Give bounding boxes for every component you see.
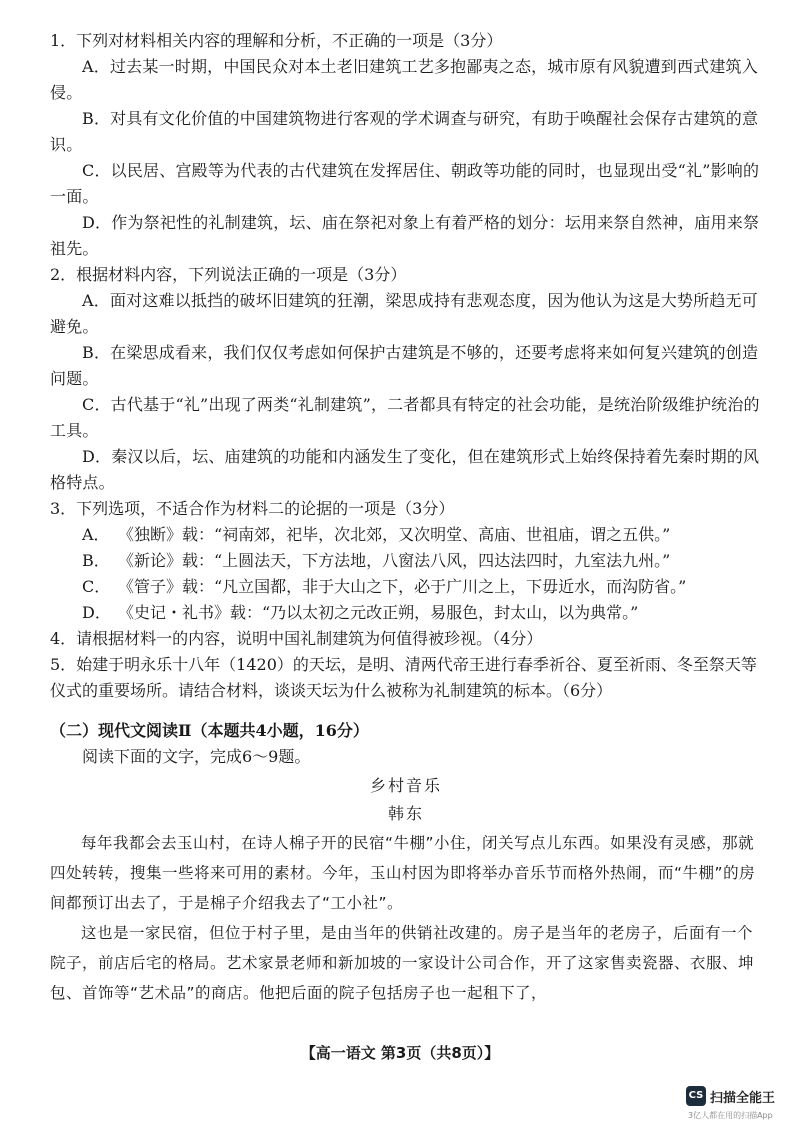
article-paragraph: 这也是一家民宿，但位于村子里，是由当年的供销社改建的。房子是当年的老房子，后面有一个院子，前店后宅的格局。艺术家景老师和新加坡的一家设计公司合作，开了这家售卖瓷器、衣服、坤包、首饰等“艺术品”的商店。他把后面的院子包括房子也一起租下了，	[50, 924, 755, 1002]
scanner-watermark	[686, 1086, 790, 1122]
question-2-option-a: A．面对这难以抵挡的破坏旧建筑的狂潮，梁思成持有悲观态度，因为他认为这是大势所趋无可避免。	[50, 291, 758, 336]
watermark-subtitle: 3亿人都在用的扫描App	[688, 1111, 773, 1120]
camscanner-logo-icon: CS	[686, 1086, 706, 1106]
question-1-stem: 1．下列对材料相关内容的理解和分析，不正确的一项是（3分）	[50, 31, 503, 50]
question-2-option-c: C．古代基于“礼”出现了两类“礼制建筑”，二者都具有特定的社会功能，是统治阶级维护统治的工具。	[50, 395, 760, 440]
question-1-option-c: C．以民居、宫殿等为代表的古代建筑在发挥居住、朝政等功能的同时，也显现出受“礼”影响的一面。	[50, 161, 760, 206]
page-footer: 【高一语文 第3页（共8页）】	[300, 1044, 500, 1062]
question-1-option-a: A．过去某一时期，中国民众对本土老旧建筑工艺多抱鄙夷之态，城市原有风貌遭到西式建筑入侵。	[50, 57, 758, 102]
question-3-option-c	[50, 574, 762, 600]
question-1-option-d: D．作为祭祀性的礼制建筑，坛、庙在祭祀对象上有着严格的划分：坛用来祭自然神，庙用来祭祖先。	[50, 213, 760, 258]
article-author: 韩东	[387, 804, 424, 823]
question-3-option-b	[50, 548, 762, 574]
option-text: 《独断》载：“祠南郊，祀毕，次北郊，又次明堂、高庙、世祖庙，谓之五供。”	[118, 525, 671, 544]
question-2-stem: 2．根据材料内容，下列说法正确的一项是（3分）	[50, 265, 407, 284]
question-3-option-d	[50, 600, 762, 626]
exam-page	[50, 28, 762, 1008]
option-label: C．	[82, 577, 111, 596]
option-label: A．	[82, 525, 110, 544]
section-heading: （二）现代文阅读Ⅱ（本题共4小题，16分）	[50, 721, 369, 740]
question-1-option-b: B．对具有文化价值的中国建筑物进行客观的学术调查与研究，有助于唤醒社会保存古建筑的意识。	[50, 109, 759, 154]
watermark-name: 扫描全能王	[710, 1091, 776, 1106]
option-text: 《史记・礼书》载：“乃以太初之元改正朔，易服色，封太山，以为典常。”	[118, 603, 639, 622]
question-4: 4．请根据材料一的内容，说明中国礼制建筑为何值得被珍视。（4分）	[50, 629, 543, 648]
option-text: 《新论》载：“上圆法天，下方法地，八窗法八风，四达法四时，九室法九州。”	[118, 551, 671, 570]
option-text: 《管子》载：“凡立国都，非于大山之下，必于广川之上，下毋近水，而沟防省。”	[118, 577, 687, 596]
section-intro: 阅读下面的文字，完成6～9题。	[82, 747, 311, 766]
question-2-option-d: D．秦汉以后，坛、庙建筑的功能和内涵发生了变化，但在建筑形式上始终保持着先秦时期的风格特点。	[50, 447, 760, 492]
article-title: 乡村音乐	[369, 776, 442, 795]
question-5: 5．始建于明永乐十八年（1420）的天坛，是明、清两代帝王进行春季祈谷、夏至祈雨、冬至祭天等仪式的重要场所。请结合材料，谈谈天坛为什么被称为礼制建筑的标本。（6分）	[50, 655, 757, 700]
question-3-stem: 3．下列选项，不适合作为材料二的论据的一项是（3分）	[50, 499, 455, 518]
option-label: D．	[82, 603, 111, 622]
option-label: B．	[82, 551, 110, 570]
question-2-option-b: B．在梁思成看来，我们仅仅考虑如何保护古建筑是不够的，还要考虑将来如何复兴建筑的创造问题。	[50, 343, 759, 388]
article-paragraph: 每年我都会去玉山村，在诗人棉子开的民宿“牛棚”小住，闭关写点儿东西。如果没有灵感，那就四处转转，搜集一些将来可用的素材。今年，玉山村因为即将举办音乐节而格外热闹，而“牛棚”的房间都预订出去了，于是棉子介绍我去了“工小社”。	[50, 834, 756, 912]
question-3-option-a	[50, 522, 762, 548]
